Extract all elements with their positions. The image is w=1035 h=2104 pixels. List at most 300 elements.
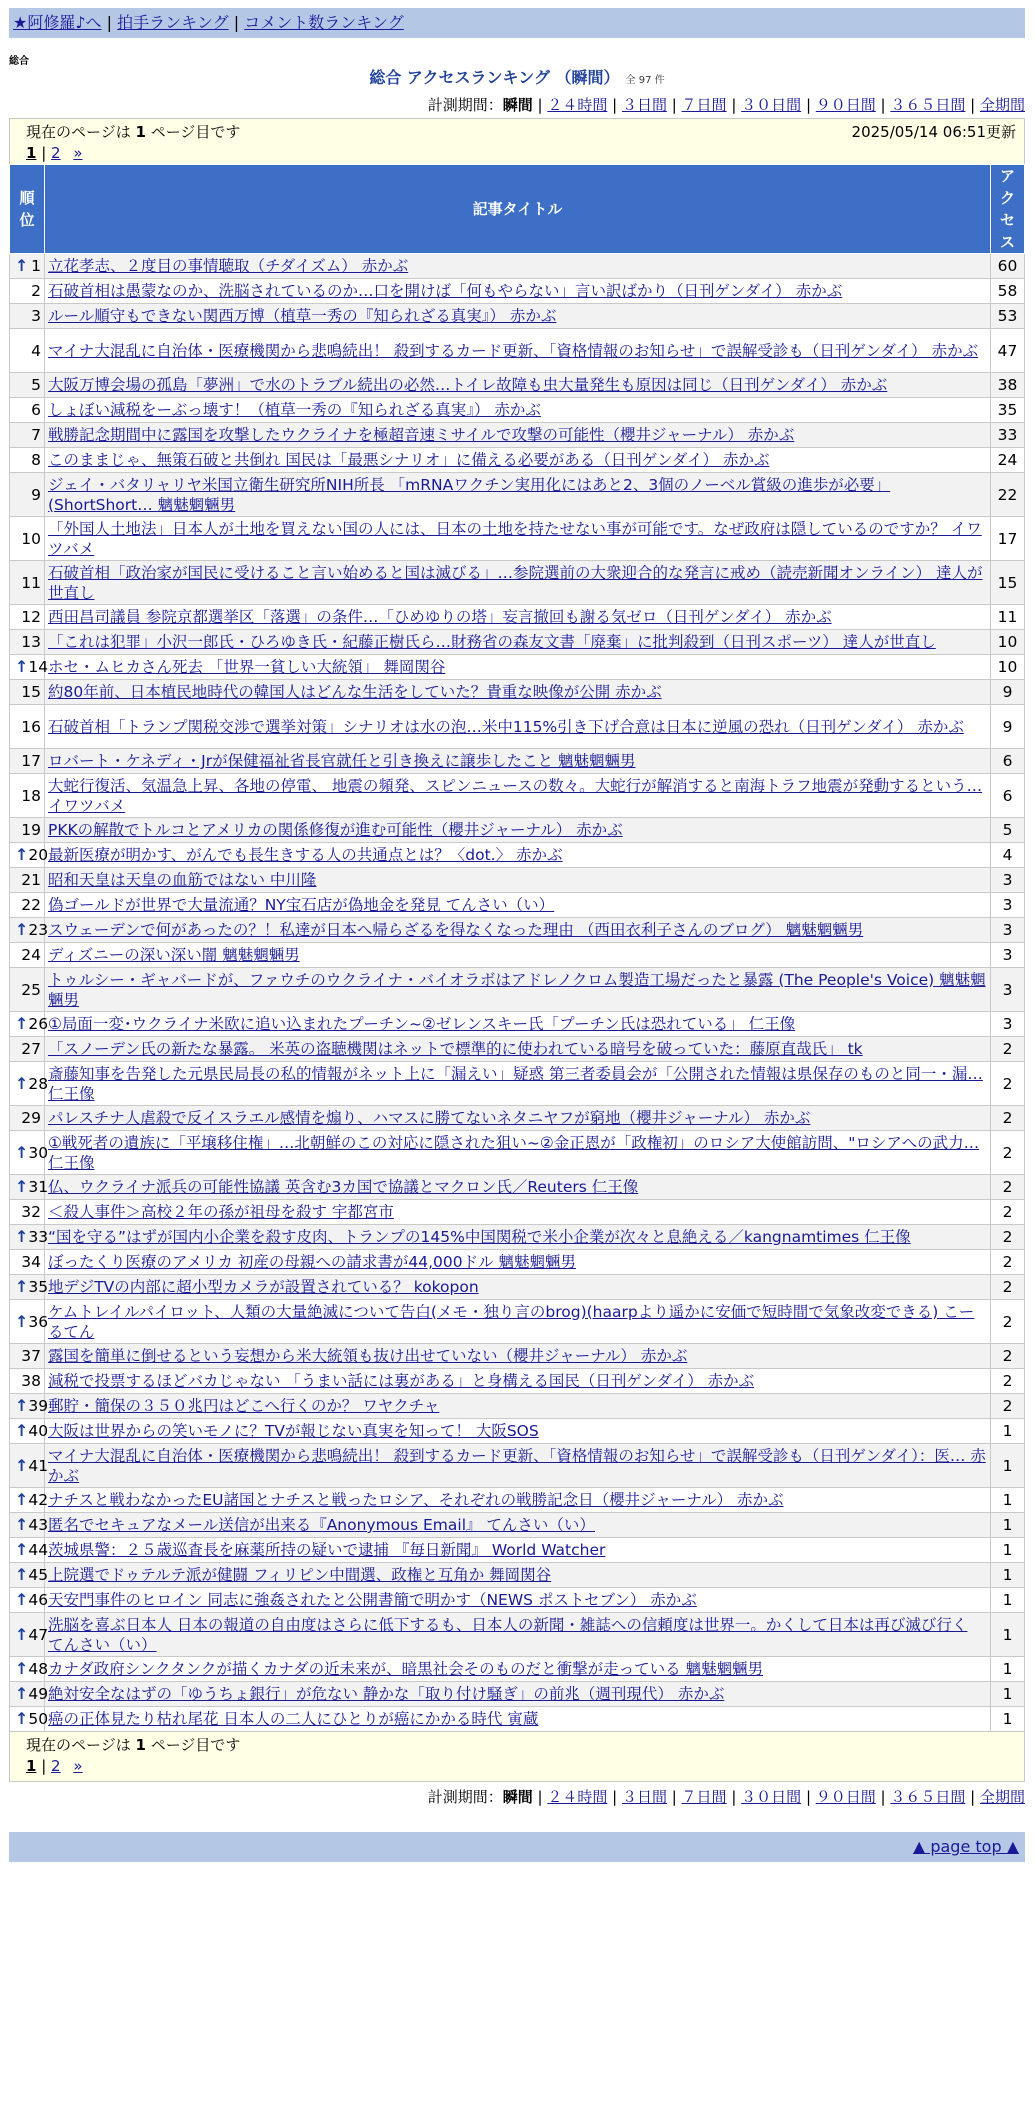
title-row <box>9 64 1025 92</box>
rank-cell <box>10 423 45 448</box>
table-row <box>10 943 1025 968</box>
pagination-page-2[interactable]: 2 <box>51 1757 61 1775</box>
article-title-link[interactable]: 大阪は世界からの笑いモノに？TVが報じない真実を知って！ 大阪SOS <box>48 1422 539 1440</box>
article-title-link[interactable]: PKKの解散でトルコとアメリカの関係修復が進む可能性（櫻井ジャーナル） 赤かぶ <box>48 821 623 839</box>
access-count: 22 <box>991 473 1025 517</box>
rank-number: 29 <box>21 1109 41 1127</box>
table-row <box>10 398 1025 423</box>
rank-cell <box>10 1344 45 1369</box>
pagination-next[interactable]: » <box>73 144 83 162</box>
title-cell <box>45 680 991 705</box>
rank-number: 1 <box>31 257 41 275</box>
rank-cell <box>10 818 45 843</box>
article-title-link[interactable]: 昭和天皇は天皇の血筋ではない 中川隆 <box>48 871 317 889</box>
access-count: 4 <box>991 843 1025 868</box>
rank-number: 31 <box>28 1178 49 1196</box>
access-count: 1 <box>991 1613 1025 1657</box>
title-cell <box>45 705 991 749</box>
table-row <box>10 1538 1025 1563</box>
title-cell <box>45 918 991 943</box>
title-cell <box>45 1394 991 1419</box>
access-count: 1 <box>991 1513 1025 1538</box>
rank-cell <box>10 605 45 630</box>
table-row <box>10 304 1025 329</box>
rank-number: 30 <box>28 1143 49 1162</box>
bottom-bar <box>9 1832 1025 1862</box>
ranking-table <box>9 164 1025 1732</box>
period-separator: | <box>666 96 682 114</box>
rank-number: 2 <box>31 282 41 300</box>
access-count: 1 <box>991 1563 1025 1588</box>
period-separator: | <box>532 1788 548 1806</box>
table-row <box>10 1106 1025 1131</box>
article-title-link[interactable]: 上院選でドゥテルテ派が健闘 フィリピン中間選、政権と互角か 舞岡関谷 <box>48 1566 552 1584</box>
rank-number: 14 <box>28 658 49 676</box>
rank-cell <box>10 329 45 373</box>
article-title-link[interactable]: ルール順守もできない関西万博（植草一秀の『知られざる真実』） 赤かぶ <box>48 307 557 325</box>
rank-up-arrow-icon: ↑ <box>15 1421 29 1440</box>
article-title-link[interactable]: 匿名でセキュアなメール送信が出来る『Anonymous Email』 てんさい（い） <box>48 1516 595 1534</box>
title-cell <box>45 605 991 630</box>
table-row <box>10 1419 1025 1444</box>
rank-cell <box>10 1300 49 1344</box>
period-separator: | <box>607 96 622 114</box>
article-title-link[interactable]: ロバート・ケネディ・Jrが保健福祉省長官就任と引き換えに譲歩したこと 魑魅魍魎男 <box>48 752 636 770</box>
rank-up-arrow-icon: ↑ <box>15 1227 29 1246</box>
table-row <box>10 630 1025 655</box>
rank-cell <box>10 279 45 304</box>
updated-timestamp: 2025/05/14 06:51更新 <box>851 123 1016 141</box>
article-title-link[interactable]: しょぼい減税をーぶっ壊す！（植草一秀の『知られざる真実』） 赤かぶ <box>48 401 541 419</box>
access-count: 1 <box>991 1657 1025 1682</box>
table-row <box>10 1613 1025 1657</box>
title-cell <box>45 1131 991 1175</box>
rank-up-arrow-icon: ↑ <box>15 920 29 939</box>
article-title-link[interactable]: 絶対安全なはずの「ゆうちょ銀行」が危ない 静かな「取り付け騒ぎ」の前兆（週刊現代） 赤かぶ <box>48 1685 725 1703</box>
rank-cell <box>10 943 45 968</box>
rank-number: 26 <box>28 1015 49 1033</box>
page-number: 1 <box>135 1736 146 1754</box>
access-count: 1 <box>991 1488 1025 1513</box>
period-label: 計測期間： <box>427 1788 503 1806</box>
table-row <box>10 448 1025 473</box>
title-cell <box>45 774 991 818</box>
table-row <box>10 843 1025 868</box>
access-count: 17 <box>991 517 1025 561</box>
rank-cell <box>10 1012 49 1037</box>
rank-cell <box>10 1225 49 1250</box>
period-separator: | <box>965 96 980 114</box>
article-title-link[interactable]: トゥルシー・ギャバードが、ファウチのウクライナ・バイオラボはアドレノクロム製造工場だったと暴露 (The People's Voice) 魑魅魍魎男 <box>48 970 986 1009</box>
nav-separator: | <box>106 13 118 32</box>
table-row <box>10 918 1025 943</box>
article-title-link[interactable]: 地デジTVの内部に超小型カメラが設置されている？ kokopon <box>48 1278 479 1296</box>
period-link-2[interactable]: ７日間 <box>681 1788 727 1806</box>
rank-number: 16 <box>21 717 41 736</box>
period-link-1[interactable]: ３日間 <box>621 96 667 114</box>
pagination <box>26 143 1016 163</box>
rank-cell <box>10 373 45 398</box>
table-row <box>10 605 1025 630</box>
title-cell <box>45 423 991 448</box>
title-cell <box>45 1419 991 1444</box>
rank-cell <box>10 1707 49 1732</box>
rank-up-arrow-icon: ↑ <box>15 1515 29 1534</box>
header-count: アクセス <box>991 165 1025 254</box>
table-row <box>10 473 1025 517</box>
rank-up-arrow-icon: ↑ <box>15 1709 29 1728</box>
table-row <box>10 749 1025 774</box>
article-title-link[interactable]: カナダ政府シンクタンクが描くカナダの近未来が、暗黒社会そのものだと衝撃が走っている 魑魅魍魎男 <box>48 1660 764 1678</box>
access-count: 38 <box>991 373 1025 398</box>
rank-up-arrow-icon: ↑ <box>15 1177 29 1196</box>
rank-up-arrow-icon: ↑ <box>15 1684 29 1703</box>
rank-cell <box>10 968 45 1012</box>
rank-number: 49 <box>28 1685 49 1703</box>
title-cell <box>45 373 991 398</box>
article-title-link[interactable]: ディズニーの深い深い闇 魑魅魍魎男 <box>48 946 300 964</box>
article-title-link[interactable]: 立花孝志、２度目の事情聴取（チダイズム） 赤かぶ <box>48 257 409 275</box>
rank-cell <box>10 1419 49 1444</box>
article-title-link[interactable]: 石破首相「トランプ関税交渉で選挙対策」シナリオは水の泡…米中115%引き下げ合意は日本に逆風の恐れ（日刊ゲンダイ） 赤かぶ <box>48 717 964 736</box>
rank-cell <box>10 1563 49 1588</box>
table-row <box>10 1657 1025 1682</box>
rank-number: 34 <box>21 1253 41 1271</box>
period-link-0[interactable]: ２４時間 <box>547 1788 608 1806</box>
period-link-1[interactable]: ３日間 <box>621 1788 667 1806</box>
rank-cell <box>10 1488 49 1513</box>
article-title-link[interactable]: ぼったくり医療のアメリカ 初産の母親への請求書が44,000ドル 魑魅魍魎男 <box>48 1253 577 1271</box>
page-top-link[interactable]: ▲ page top ▲ <box>912 1837 1019 1856</box>
rank-number: 32 <box>21 1203 41 1221</box>
access-count: 2 <box>991 1225 1025 1250</box>
period-current: 瞬間 <box>502 1788 533 1806</box>
access-count: 24 <box>991 448 1025 473</box>
table-row <box>10 705 1025 749</box>
rank-number: 5 <box>31 376 41 394</box>
clap-ranking-link[interactable]: 拍手ランキング <box>117 13 229 32</box>
access-count: 1 <box>991 1682 1025 1707</box>
rank-number: 12 <box>21 608 41 626</box>
title-cell <box>45 843 991 868</box>
rank-cell <box>10 473 45 517</box>
table-row <box>10 1513 1025 1538</box>
article-title-link[interactable]: 約80年前、日本植民地時代の韓国人はどんな生活をしていた？貴重な映像が公開 赤かぶ <box>48 683 662 701</box>
article-title-link[interactable]: マイナ大混乱に自治体・医療機関から悲鳴続出！ 殺到するカード更新、「資格情報のお知らせ」で誤解受診も（日刊ゲンダイ） 赤かぶ <box>48 341 979 360</box>
period-link-3[interactable]: ３０日間 <box>741 1788 802 1806</box>
rank-number: 3 <box>31 307 41 325</box>
period-separator: | <box>726 1788 742 1806</box>
article-title-link[interactable]: このままじゃ、無策石破と共倒れ 国民は「最悪シナリオ」に備える必要がある（日刊ゲンダイ） 赤かぶ <box>48 451 770 469</box>
table-row <box>10 1394 1025 1419</box>
rank-cell <box>10 1106 45 1131</box>
title-cell <box>45 561 991 605</box>
rank-cell <box>10 1657 49 1682</box>
article-title-link[interactable]: パレスチナ人虐殺で反イスラエル感情を煽り、ハマスに勝てないネタニヤフが窮地（櫻井ジャーナル） 赤かぶ <box>48 1109 811 1127</box>
rank-cell <box>10 1200 45 1225</box>
access-count: 3 <box>991 893 1025 918</box>
article-title-link[interactable]: 減税で投票するほどバカじゃない 「うまい話には裏がある」と身構える国民（日刊ゲンダイ） 赤かぶ <box>48 1372 755 1390</box>
title-cell <box>45 304 991 329</box>
article-title-link[interactable]: 茨城県警：２５歳巡査長を麻薬所持の疑いで逮捕 『毎日新聞』 World Watcher <box>48 1541 606 1559</box>
article-title-link[interactable]: 洗脳を喜ぶ日本人 日本の報道の自由度はさらに低下するも、日本人の新聞・雑誌への信頼度は世界一。かくして日本は再び滅び行く てんさい（い） <box>48 1615 968 1654</box>
rank-cell <box>10 1131 49 1175</box>
table-row <box>10 1682 1025 1707</box>
current-page-text <box>26 121 240 143</box>
header-rank: 順位 <box>10 165 45 254</box>
rank-cell <box>10 1275 49 1300</box>
access-count: 1 <box>991 1707 1025 1732</box>
access-count: 1 <box>991 1588 1025 1613</box>
access-count: 3 <box>991 868 1025 893</box>
period-link-2[interactable]: ７日間 <box>681 96 727 114</box>
rank-number: 35 <box>28 1278 49 1296</box>
table-row <box>10 1175 1025 1200</box>
page-info-line <box>26 121 1016 143</box>
period-link-6[interactable]: 全期間 <box>979 1788 1025 1806</box>
period-link-5[interactable]: ３６５日間 <box>890 1788 966 1806</box>
rank-number: 44 <box>28 1541 49 1559</box>
rank-cell <box>10 843 49 868</box>
access-count: 15 <box>991 561 1025 605</box>
rank-number: 48 <box>28 1660 49 1678</box>
rank-number: 36 <box>28 1312 49 1331</box>
rank-number: 21 <box>21 871 41 889</box>
rank-cell <box>10 448 45 473</box>
article-title-link[interactable]: ①戦死者の遺族に「平壌移住権」…北朝鮮のこの対応に隠された狙い~②金正恩が「政権初」のロシア大使館訪問、"ロシアへの武力… 仁王像 <box>48 1133 980 1172</box>
article-title-link[interactable]: ①局面一変･ウクライナ米欧に追い込まれたプーチン~②ゼレンスキー氏「プーチン氏は恐れている」 仁王像 <box>48 1015 796 1033</box>
title-cell <box>45 1513 991 1538</box>
rank-number: 37 <box>21 1347 41 1365</box>
rank-cell <box>10 1682 49 1707</box>
pagination-bottom <box>26 1756 1016 1776</box>
title-cell <box>45 329 991 373</box>
rank-up-arrow-icon: ↑ <box>15 1659 29 1678</box>
access-count: 2 <box>991 1344 1025 1369</box>
access-count: 58 <box>991 279 1025 304</box>
table-row <box>10 1563 1025 1588</box>
table-row <box>10 655 1025 680</box>
title-cell <box>45 1106 991 1131</box>
article-title-link[interactable]: 西田昌司議員 参院京都選挙区「落選」の条件…「ひめゆりの塔」妄言撤回も謝る気ゼロ（日刊ゲンダイ） 赤かぶ <box>48 608 832 626</box>
article-title-link[interactable]: ＜殺人事件＞高校２年の孫が祖母を殺す 宇都宮市 <box>48 1203 394 1221</box>
title-cell <box>45 1538 991 1563</box>
rank-up-arrow-icon: ↑ <box>15 1311 29 1331</box>
rank-number: 22 <box>21 896 41 914</box>
access-count: 3 <box>991 918 1025 943</box>
article-title-link[interactable]: 大阪万博会場の孤島「夢洲」で水のトラブル続出の必然…トイレ故障も虫大量発生も原因は同じ（日刊ゲンダイ） 赤かぶ <box>48 376 888 394</box>
rank-number: 10 <box>21 529 41 548</box>
table-row <box>10 1707 1025 1732</box>
title-cell <box>45 1062 991 1106</box>
period-label: 計測期間： <box>427 96 503 114</box>
rank-cell <box>10 1394 49 1419</box>
article-title-link[interactable]: 石破首相「政治家が国民に受けること言い始めると国は滅びる」…参院選前の大衆迎合的な発言に戒め（読売新聞オンライン） 達人が世直し <box>48 563 983 602</box>
period-separator: | <box>726 96 742 114</box>
rank-up-arrow-icon: ↑ <box>15 1490 29 1509</box>
comment-ranking-link[interactable]: コメント数ランキング <box>244 13 404 32</box>
rank-number: 4 <box>31 341 41 360</box>
access-count: 47 <box>991 329 1025 373</box>
asyura-home-link[interactable]: ★阿修羅♪へ <box>13 13 102 32</box>
article-title-link[interactable]: 戦勝記念期間中に露国を攻撃したウクライナを極超音速ミサイルで攻撃の可能性（櫻井ジャーナル） 赤かぶ <box>48 426 795 444</box>
page-prefix: 現在のページは <box>26 1736 131 1754</box>
page-title <box>369 68 664 87</box>
period-link-0[interactable]: ２４時間 <box>547 96 608 114</box>
rank-number: 6 <box>31 401 41 419</box>
access-count: 35 <box>991 398 1025 423</box>
period-separator: | <box>875 1788 891 1806</box>
table-row <box>10 774 1025 818</box>
access-count: 1 <box>991 1419 1025 1444</box>
rank-up-arrow-icon: ↑ <box>15 1540 29 1559</box>
page-title-text: 総合 アクセスランキング （瞬間） <box>369 68 620 87</box>
table-row <box>10 1012 1025 1037</box>
pagination-separator: | <box>41 144 52 162</box>
article-title-link[interactable]: ケムトレイルパイロット、人類の大量絶滅について告白(メモ・独り言のbrog)(haarpより遥かに安価で短時間で気象改変できる) こーるてん <box>48 1302 975 1341</box>
access-count: 3 <box>991 943 1025 968</box>
article-title-link[interactable]: 斎藤知事を告発した元県民局長の私的情報がネット上に「漏えい」疑惑 第三者委員会が「公開された情報は県保存のものと同一・漏… 仁王像 <box>48 1064 983 1103</box>
table-row <box>10 1131 1025 1175</box>
rank-number: 24 <box>21 946 41 964</box>
period-link-4[interactable]: ９０日間 <box>815 1788 876 1806</box>
article-title-link[interactable]: 「スノーデン氏の新たな暴露。 米英の盗聴機関はネットで標準的に使われている暗号を破っていた：藤原直哉氏」 tk <box>48 1040 863 1058</box>
period-separator: | <box>666 1788 682 1806</box>
title-cell <box>45 1344 991 1369</box>
access-count: 1 <box>991 1538 1025 1563</box>
rank-number: 13 <box>21 633 41 651</box>
title-cell <box>45 1369 991 1394</box>
article-title-link[interactable]: ホセ・ムヒカさん死去 「世界一貧しい大統領」 舞岡関谷 <box>48 658 446 676</box>
rank-number: 47 <box>28 1625 49 1644</box>
access-count: 2 <box>991 1369 1025 1394</box>
table-row <box>10 1444 1025 1488</box>
access-count: 2 <box>991 1200 1025 1225</box>
article-title-link[interactable]: 石破首相は愚蒙なのか、洗脳されているのか…口を開けば「何もやらない」言い訳ばかり（日刊ゲンダイ） 赤かぶ <box>48 282 843 300</box>
access-count: 2 <box>991 1062 1025 1106</box>
rank-number: 20 <box>28 846 49 864</box>
pagination-page-2[interactable]: 2 <box>51 144 61 162</box>
title-cell <box>45 1250 991 1275</box>
article-title-link[interactable]: 最新医療が明かす、がんでも長生きする人の共通点とは？〈dot.〉 赤かぶ <box>48 846 563 864</box>
title-cell <box>45 1613 991 1657</box>
rank-number: 38 <box>21 1372 41 1390</box>
article-title-link[interactable]: 天安門事件のヒロイン 同志に強姦されたと公開書簡で明かす（NEWS ポストセブン） 赤かぶ <box>48 1591 697 1609</box>
period-link-6[interactable]: 全期間 <box>979 96 1025 114</box>
rank-up-arrow-icon: ↑ <box>15 657 29 676</box>
rank-number: 40 <box>28 1422 49 1440</box>
article-title-link[interactable]: 郵貯・簡保の３５０兆円はどこへ行くのか？ ワヤクチャ <box>48 1397 440 1415</box>
period-separator: | <box>965 1788 980 1806</box>
access-count: 9 <box>991 680 1025 705</box>
title-cell <box>45 868 991 893</box>
period-link-3[interactable]: ３０日間 <box>741 96 802 114</box>
title-cell <box>45 1275 991 1300</box>
period-separator: | <box>532 96 548 114</box>
rank-up-arrow-icon: ↑ <box>15 1277 29 1296</box>
article-title-link[interactable]: “国を守る”はずが国内小企業を殺す皮肉、トランプの145%中国関税で米小企業が次々と息絶える／kangnamtimes 仁王像 <box>48 1228 911 1246</box>
table-row <box>10 1488 1025 1513</box>
rank-cell <box>10 517 45 561</box>
article-title-link[interactable]: 偽ゴールドが世界で大量流通？NY宝石店が偽地金を発見 てんさい（い） <box>48 896 555 914</box>
article-title-link[interactable]: ナチスと戦わなかったEU諸国とナチスと戦ったロシア、それぞれの戦勝記念日（櫻井ジャーナル） 赤かぶ <box>48 1491 784 1509</box>
access-count: 5 <box>991 818 1025 843</box>
article-title-link[interactable]: ジェイ・バタリャリヤ米国立衛生研究所NIH所長 「mRNAワクチン実用化にはあと2、3個のノーベル賞級の進歩が必要」(ShortShort… 魑魅魍魎男 <box>48 475 891 514</box>
ranking-table-body <box>10 254 1025 1732</box>
article-title-link[interactable]: 大蛇行復活、気温急上昇、各地の停電、 地震の頻発、スピンニュースの数々。大蛇行が解消すると南海トラフ地震が発動するという… イワツバメ <box>48 776 983 815</box>
rank-cell <box>10 398 45 423</box>
article-title-link[interactable]: マイナ大混乱に自治体・医療機関から悲鳴続出！ 殺到するカード更新、「資格情報のお知らせ」で誤解受診も（日刊ゲンダイ）：医… 赤かぶ <box>48 1446 986 1485</box>
title-cell <box>45 818 991 843</box>
rank-up-arrow-icon: ↑ <box>15 1396 29 1415</box>
access-count: 6 <box>991 749 1025 774</box>
rank-cell <box>10 254 45 279</box>
article-title-link[interactable]: 癌の正体見たり枯れ尾花 日本人の二人にひとりが癌にかかる時代 寅蔵 <box>48 1710 539 1728</box>
article-title-link[interactable]: 仏、ウクライナ派兵の可能性協議 英含む3カ国で協議とマクロン氏／Reuters 仁王像 <box>48 1178 639 1196</box>
pagination-separator: | <box>41 1757 52 1775</box>
article-title-link[interactable]: 「外国人土地法」日本人が土地を買えない国の人には、日本の土地を持たせない事が可能です。なぜ政府は隠しているのですか？ イワツバメ <box>48 519 982 558</box>
title-cell <box>45 1657 991 1682</box>
title-cell <box>45 968 991 1012</box>
rank-cell <box>10 1538 49 1563</box>
period-current: 瞬間 <box>502 96 533 114</box>
table-row <box>10 329 1025 373</box>
rank-cell <box>10 561 45 605</box>
table-row <box>10 1225 1025 1250</box>
period-link-4[interactable]: ９０日間 <box>815 96 876 114</box>
title-cell <box>45 448 991 473</box>
rank-number: 43 <box>28 1516 49 1534</box>
page-info-top <box>9 118 1025 164</box>
period-separator: | <box>801 1788 816 1806</box>
rank-up-arrow-icon: ↑ <box>15 1590 29 1609</box>
table-row <box>10 1250 1025 1275</box>
period-separator: | <box>875 96 891 114</box>
period-link-5[interactable]: ３６５日間 <box>890 96 966 114</box>
access-count: 2 <box>991 1275 1025 1300</box>
table-row <box>10 1369 1025 1394</box>
title-cell <box>45 1012 991 1037</box>
rank-up-arrow-icon: ↑ <box>15 1142 29 1162</box>
article-title-link[interactable]: 「これは犯罪」小沢一郎氏・ひろゆき氏・紀藤正樹氏ら…財務省の森友文書「廃棄」に批判殺到（日刊スポーツ） 達人が世直し <box>48 633 936 651</box>
access-count: 2 <box>991 1131 1025 1175</box>
title-cell <box>45 630 991 655</box>
rank-up-arrow-icon: ↑ <box>15 256 29 275</box>
section-label: 総合 <box>9 56 29 67</box>
access-count: 3 <box>991 968 1025 1012</box>
table-row <box>10 818 1025 843</box>
page-suffix: ページ目です <box>150 123 241 141</box>
article-title-link[interactable]: スウェーデンで何があったの？！私達が日本へ帰らざるを得なくなった理由 （西田衣利子さんのブログ） 魑魅魍魎男 <box>48 921 864 939</box>
article-title-link[interactable]: 露国を簡単に倒せるという妄想から米大統領も抜け出せていない（櫻井ジャーナル） 赤かぶ <box>48 1347 688 1365</box>
title-cell <box>45 254 991 279</box>
rank-cell <box>10 774 45 818</box>
access-count: 2 <box>991 1300 1025 1344</box>
table-row <box>10 1062 1025 1106</box>
title-cell <box>45 749 991 774</box>
pagination-current: 1 <box>26 1757 37 1775</box>
pagination-current: 1 <box>26 144 37 162</box>
rank-cell <box>10 630 45 655</box>
access-count: 10 <box>991 630 1025 655</box>
rank-cell <box>10 1369 45 1394</box>
rank-cell <box>10 749 45 774</box>
rank-cell <box>10 893 45 918</box>
rank-cell <box>10 1250 45 1275</box>
rank-cell <box>10 1037 45 1062</box>
pagination-next[interactable]: » <box>73 1757 83 1775</box>
table-header-row <box>10 165 1025 254</box>
